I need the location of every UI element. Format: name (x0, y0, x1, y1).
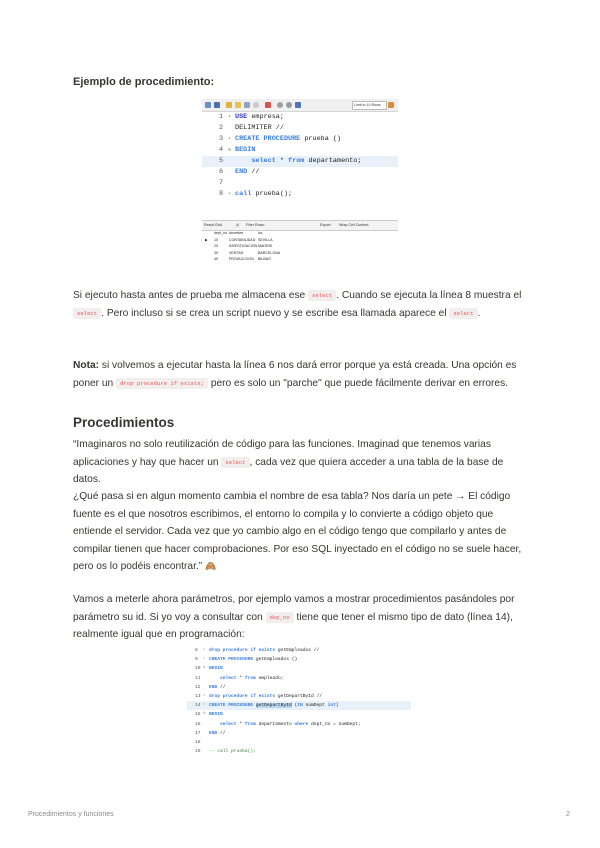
code-line (187, 720, 411, 729)
table-row (202, 256, 302, 262)
toggle-output-icon (295, 102, 301, 108)
autocommit-icon (286, 102, 292, 108)
paragraph-parameters (73, 591, 529, 644)
execute-icon (226, 102, 232, 108)
grid-cell: loc (258, 231, 263, 235)
code-line (187, 692, 411, 701)
paragraph-table-name (73, 488, 529, 576)
code-area (202, 112, 398, 208)
code-text: CREATE PROCEDURE getEmpleados () (209, 657, 298, 663)
execute-line-icon (235, 102, 241, 108)
text: Vamos a meterle ahora parámetros, por ejemplo vamos a mostrar procedimientos pasándoles por parámetro su id. Si yo voy a consultar con (73, 594, 515, 623)
code-text: BEGIN (235, 146, 256, 154)
beautify-icon (388, 102, 394, 108)
code-line (202, 178, 398, 189)
editor-toolbar (202, 99, 398, 112)
line-number: 16 (195, 721, 201, 727)
grid-cell: BARCELONA (258, 250, 281, 255)
code-line (187, 747, 411, 756)
text: “Imaginaros no solo reutilización de código para las funciones. Imaginad que tenemos varias aplicaciones y hay que hacer un (73, 439, 491, 468)
wrap-cell-label: Wrap Cell Content: (339, 223, 370, 227)
statement-marker-icon: • (203, 648, 206, 652)
text: . (477, 307, 481, 319)
grid-cell: dnombre (229, 231, 244, 235)
line-number: 2 (219, 124, 224, 132)
code-line (187, 664, 411, 673)
code-text: call prueba(); (235, 190, 293, 198)
grid-icon: ▦ (236, 223, 240, 227)
statement-marker-icon: • (203, 703, 206, 708)
grid-cell: dept_no (214, 231, 227, 235)
grid-cell: 20 (214, 244, 218, 249)
inline-code: select (449, 308, 477, 319)
inline-code: select (221, 457, 249, 468)
inline-code: dep_no (266, 612, 294, 623)
code-text: END // (235, 168, 260, 176)
folder-icon (205, 102, 211, 108)
line-number: 6 (219, 168, 224, 176)
code-line (202, 134, 398, 145)
note-label: Nota: (73, 360, 100, 371)
line-number: 8 (195, 648, 198, 653)
text: ¿Qué pasa si en algun momento cambia el nombre de esa tabla? Nos daría un pete → El código fuente es el que nosotros escribimos, el entorno lo compila y lo convierte a código objeto que entiende el servidor. Cada vez que yo cambio algo en el código tengo que compilarlo y antes de compilar tienen que hacer comprobaciones. Por eso SQL inyectado en el código no se suele hacer, pero os lo podéis encontrar.” (73, 491, 522, 572)
line-number: 1 (219, 113, 224, 121)
line-number: 8 (219, 190, 224, 198)
grid-cell: CONTABILIDAD (229, 237, 256, 242)
grid-cell: BILBAO (258, 257, 271, 262)
fold-toggle-icon: ⊖ (203, 712, 206, 717)
code-line (202, 167, 398, 178)
grid-cell: SEVILLA (258, 237, 273, 242)
line-number: 17 (195, 730, 201, 736)
code-line (187, 710, 411, 719)
code-text: USE empresa; (235, 113, 284, 121)
line-number: 19 (195, 749, 201, 755)
statement-marker-icon: • (203, 657, 206, 662)
code-text: select * from departamento; (235, 157, 362, 165)
code-line (187, 701, 411, 710)
limit-rows-select: Limit to 10 Rows (352, 101, 387, 110)
filter-rows-label: Filter Rows: (246, 223, 265, 227)
export-label: Export: (320, 223, 332, 227)
fold-toggle-icon: ⊖ (228, 147, 232, 153)
code-text: END // (209, 730, 226, 736)
line-number: 5 (219, 157, 224, 165)
footer-title: Procedimientos y funciones (28, 811, 114, 818)
grid-cell: PRODUCCION (229, 257, 254, 262)
line-number: 3 (219, 135, 224, 143)
explain-icon (244, 102, 250, 108)
row-pointer-icon: ▶ (205, 237, 208, 242)
code-text: select * from empleado; (209, 675, 284, 681)
sql-editor-screenshot (202, 99, 398, 263)
rollback-icon (277, 102, 283, 108)
grid-cell: INVESTIGACION (229, 244, 258, 249)
code-line (202, 156, 398, 167)
code-text: select * from departamento where dept_no = numDept; (209, 721, 361, 727)
text: . Pero incluso si se crea un script nuevo y se escribe esa llamada aparece el (101, 307, 450, 319)
code-line (187, 683, 411, 692)
statement-marker-icon: • (228, 114, 232, 120)
line-number: 15 (195, 712, 201, 718)
inline-code: drop procedure if exists; (116, 378, 208, 389)
line-number: 11 (195, 675, 201, 681)
sql-code-screenshot (187, 646, 411, 769)
fold-toggle-icon: ⊖ (203, 666, 206, 671)
stop-icon (253, 102, 259, 108)
grid-cell: 40 (214, 257, 218, 262)
grid-cell: VENTAS (229, 250, 244, 255)
table-row (202, 243, 302, 249)
section-label: Ejemplo de procedimiento: (73, 76, 215, 88)
code-text: -- call prueba(); (209, 749, 256, 755)
statement-marker-icon: • (228, 136, 232, 142)
section-heading: Procedimientos (73, 415, 175, 430)
inline-code: select (73, 308, 101, 319)
page-number: 2 (566, 811, 570, 818)
code-line (187, 729, 411, 738)
monkey-emoji-icon: 🙈 (204, 561, 217, 571)
code-line (187, 646, 411, 655)
code-line (187, 738, 411, 747)
code-text: END // (209, 684, 226, 690)
paragraph-select (73, 287, 529, 322)
code-line (202, 112, 398, 123)
grid-cell: 30 (214, 250, 218, 255)
text: , cada vez que quiera acceder a una tabla de la base de datos. (73, 456, 504, 485)
line-number: 18 (195, 740, 201, 745)
line-number: 14 (195, 703, 201, 709)
code-line (202, 189, 398, 200)
code-text: BEGIN (209, 712, 223, 718)
code-text: DELIMITER // (235, 124, 284, 132)
result-grid-label: Result Grid (204, 223, 222, 227)
commit-icon (265, 102, 271, 108)
line-number: 9 (195, 657, 198, 663)
code-text: CREATE PROCEDURE getDepartById (IN numDept int) (209, 703, 339, 709)
statement-marker-icon: • (228, 191, 232, 197)
line-number: 4 (219, 146, 224, 154)
statement-marker-icon: • (203, 694, 206, 698)
grid-cell: MADRID (258, 244, 273, 249)
code-text: drop procedure if exists getEmpleados // (209, 648, 320, 653)
code-line (202, 145, 398, 156)
paragraph-quote (73, 436, 529, 489)
text: pero es solo un "parche" que puede fácilmente derivar en errores. (207, 377, 508, 389)
code-text: BEGIN (209, 666, 223, 672)
line-number: 12 (195, 684, 201, 690)
grid-cell: 10 (214, 237, 218, 242)
paragraph-note (73, 357, 529, 392)
code-text: CREATE PROCEDURE prueba () (235, 135, 342, 143)
text: tiene que tener el mismo tipo de dato (línea 14), realmente igual que en programación: (73, 611, 513, 640)
line-number: 13 (195, 694, 201, 699)
text: . Cuando se ejecuta la línea 8 muestra el (336, 290, 522, 301)
text: Si ejecuto hasta antes de prueba me almacena ese (73, 290, 309, 301)
save-icon (214, 102, 220, 108)
text: si volvemos a ejecutar hasta la línea 6 nos dará error porque ya está creada. Una opción es poner un (73, 360, 517, 389)
code-text: drop procedure if exists getDepartById // (209, 694, 323, 699)
grid-header (202, 230, 302, 236)
line-number: 7 (219, 179, 224, 187)
table-row (202, 250, 302, 256)
inline-code: select (308, 290, 336, 301)
code-line (187, 674, 411, 683)
table-row (202, 237, 302, 243)
code-line (187, 655, 411, 664)
line-number: 10 (195, 666, 201, 672)
code-line (202, 123, 398, 134)
